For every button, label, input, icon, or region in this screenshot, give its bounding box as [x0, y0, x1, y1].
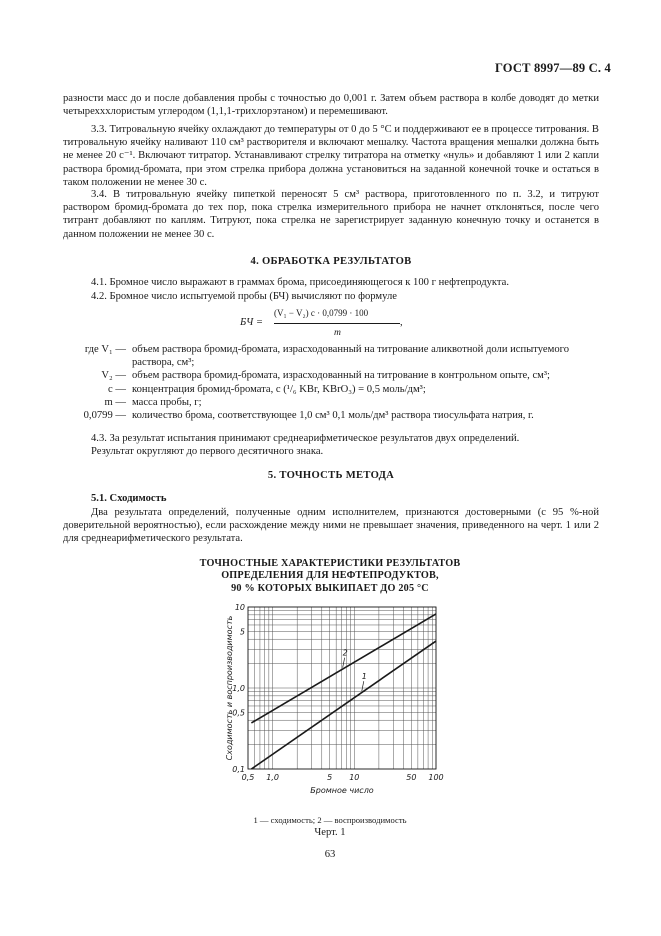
page-number: 63 [324, 849, 336, 860]
section-5-title: 5. ТОЧНОСТЬ МЕТОДА [267, 470, 395, 481]
x-tick-label: 100 [428, 773, 444, 782]
para-3-4: 3.4. В титровальную ячейку пипеткой переносят 5 см³ раствора, приготовленного по п. 3.2, и титруют раствором бромид-бромата до тех пор, пока стрелка измерительного прибора не начнет отклоняться, после чего титрант добавляют по каплям. Титруют, пока стрелка не зарегистрирует заданную конечную точку и останется в данном положении не менее 30 с. [63, 189, 599, 240]
para-4-1: 4.1. Бромное число выражают в граммах брома, присоединяющегося к 100 г нефтепродукта. [91, 277, 510, 288]
definition-item: где V₁ — объем раствора бромид-бромата, израсходованный на титрование аликвотной доли испытуемого раствора, см³; [84, 344, 570, 369]
formula-fraction-bar [274, 323, 400, 324]
sub-5-1: 5.1. Сходимость [91, 493, 167, 504]
section-4-title: 4. ОБРАБОТКА РЕЗУЛЬТАТОВ [250, 256, 412, 267]
formula-denominator: m [334, 327, 341, 338]
chart-legend: 1 — сходимость; 2 — воспроизводимость [253, 815, 407, 825]
y-tick-label: 0,5 [232, 708, 245, 718]
y-tick-label: 0,1 [232, 765, 245, 774]
definition-item: m — масса пробы, г; [104, 396, 202, 408]
chart-title: ТОЧНОСТНЫЕ ХАРАКТЕРИСТИКИ РЕЗУЛЬТАТОВ ОПРЕДЕЛЕНИЯ ДЛЯ НЕФТЕПРОДУКТОВ, 90 % КОТОРЫХ ВЫКИПАЕТ ДО 205 °С [199, 558, 461, 594]
chart-caption: Черт. 1 [314, 827, 346, 838]
series-leader-1 [362, 681, 364, 691]
series-line-2 [251, 614, 436, 723]
definition-item: V₂ — объем раствора бромид-бромата, израсходованный на титрование в контрольном опыте, см³; [101, 370, 550, 382]
precision-chart [200, 595, 460, 815]
x-tick-label: 50 [406, 773, 417, 782]
chart-ticks [232, 603, 443, 782]
x-tick-label: 0,5 [241, 773, 255, 782]
x-tick-label: 1,0 [266, 773, 279, 782]
definition-item: c — концентрация бромид-бромата, c (¹/₆ KBr, KBrO₃) = 0,5 моль/дм³; [108, 383, 426, 395]
chart-axis-labels [225, 615, 374, 795]
para-5-1: Два результата определений, полученные одним исполнителем, признаются достоверными (с 95 %-ной доверительной вероятностью), если расхождение между ними не превышает значения, приведенного на черт. 1 или 2 для среднеарифметического результата. [63, 507, 599, 545]
series-label-1: 1 [361, 672, 367, 682]
x-tick-label: 10 [349, 773, 360, 782]
formula-numerator: (V₁ − V₂) c · 0,0799 · 100 [274, 308, 369, 318]
x-tick-label: 5 [327, 773, 333, 782]
y-tick-label: 5 [239, 627, 245, 637]
formula-lhs: БЧ = [240, 317, 264, 328]
y-tick-label: 1,0 [232, 684, 245, 693]
y-axis-label: Сходимость и воспроизводимость [225, 615, 234, 761]
x-axis-label: Бромное число [310, 786, 374, 795]
para-intro: разности масс до и после добавления пробы с точностью до 0,001 г. Затем объем раствора в колбе доводят до метки четырехххлористым углеродом (1,1,1-трихлорэтаном) и перемешивают. [63, 93, 599, 118]
series-label-2: 2 [342, 648, 348, 658]
series-line-1 [251, 641, 436, 769]
formula-tail: , [400, 317, 403, 328]
para-3-3: 3.3. Титровальную ячейку охлаждают до температуры от 0 до 5 °С и поддерживают ее в процессе титрования. В титровальную ячейку наливают 110 см³ растворителя и включают мешалку. Частота вращения мешалки должна быть не менее 20 с⁻¹. Включают титратор. Устанавливают стрелку титратора на отметку «нуль» и добавляют 1 или 2 капли раствора бромид-бромата, при этом стрелка прибора должна установиться на заданной конечной точке и остаться в таком положении не менее 30 с. [63, 124, 599, 188]
formula [240, 306, 440, 342]
para-4-2: 4.2. Бромное число испытуемой пробы (БЧ) вычисляют по формуле [91, 291, 397, 302]
definitions-list [63, 343, 603, 422]
definition-item: 0,0799 — количество брома, соответствующее 1,0 см³ 0,1 моль/дм³ раствора тиосульфата натрия, г. [83, 410, 534, 422]
y-tick-label: 10 [234, 603, 245, 612]
page-header: ГОСТ 8997—89 С. 4 [494, 61, 611, 75]
series-leader-2 [343, 658, 345, 668]
para-4-3: 4.3. За результат испытания принимают среднеарифметическое результатов двух определений. Результат округляют до первого десятичного знака. [91, 433, 520, 458]
